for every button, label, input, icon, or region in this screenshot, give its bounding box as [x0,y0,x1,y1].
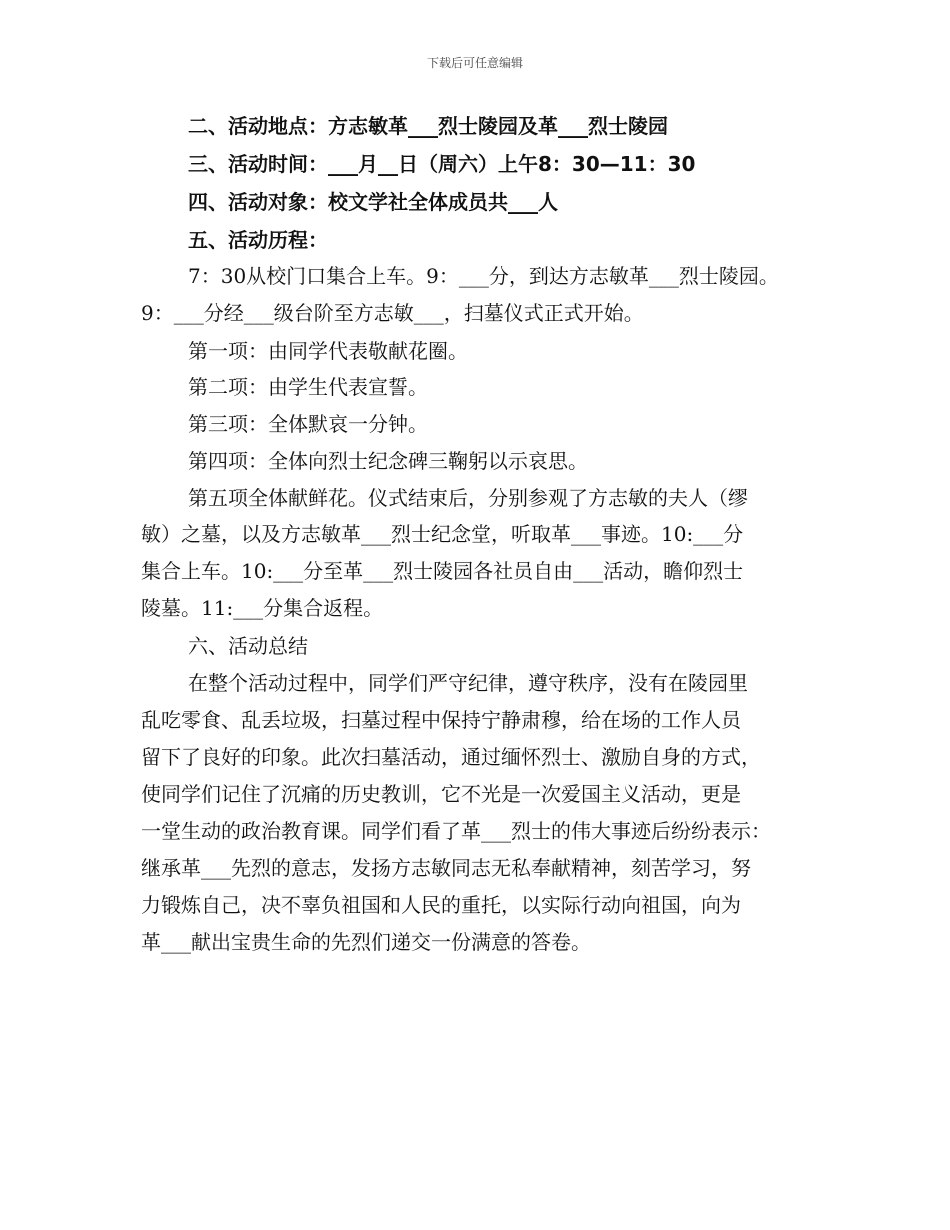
summary-line: 乱吃零食、乱丢垃圾，扫墓过程中保持宁静肃穆，给在场的工作人员 [141,708,741,732]
summary-line: 留下了良好的印象。此次扫墓活动，通过缅怀烈士、激励自身的方式， [141,745,761,769]
process-item-2: 第二项：由学生代表宣誓。 [188,375,428,399]
summary-line: 在整个活动过程中，同学们严守纪律，遵守秩序，没有在陵园里 [188,671,748,695]
heading-summary: 六、活动总结 [188,634,308,658]
process-item-5-line-2: 敏）之墓，以及方志敏革___烈士纪念堂，听取革___事迹。10:___分 [141,522,744,546]
heading-process: 五、活动历程： [188,228,328,252]
summary-line: 革___献出宝贵生命的先烈们递交一份满意的答卷。 [141,930,591,954]
process-item-5-line-3: 集合上车。10:___分至革___烈士陵园各社员自由___活动，瞻仰烈士 [141,559,744,583]
page-header: 下载后可任意编辑 [426,56,523,70]
process-line-1: 7：30从校门口集合上车。9：___分，到达方志敏革___烈士陵园。 [188,264,779,288]
heading-location: 二、活动地点：方志敏革___烈士陵园及革___烈士陵园 [188,114,668,138]
process-item-3: 第三项：全体默哀一分钟。 [188,412,428,436]
heading-participants: 四、活动对象：校文学社全体成员共___人 [188,190,558,214]
summary-line: 一堂生动的政治教育课。同学们看了革___烈士的伟大事迹后纷纷表示： [141,819,771,843]
summary-line: 使同学们记住了沉痛的历史教训，它不光是一次爱国主义活动，更是 [141,782,741,806]
process-item-1: 第一项：由同学代表敬献花圈。 [188,339,468,363]
process-item-5-line-1: 第五项全体献鲜花。仪式结束后，分别参观了方志敏的夫人（缪 [188,486,748,510]
summary-line: 力锻炼自己，决不辜负祖国和人民的重托，以实际行动向祖国，向为 [141,893,741,917]
process-line-2: 9：___分经___级台阶至方志敏___，扫墓仪式正式开始。 [141,301,644,325]
process-item-5-line-4: 陵墓。11:___分集合返程。 [141,596,384,620]
summary-line: 继承革___先烈的意志，发扬方志敏同志无私奉献精神，刻苦学习，努 [141,856,751,880]
process-item-4: 第四项：全体向烈士纪念碑三鞠躬以示哀思。 [188,449,588,473]
heading-time: 三、活动时间：___月__日（周六）上午8：30—11：30 [188,152,696,176]
